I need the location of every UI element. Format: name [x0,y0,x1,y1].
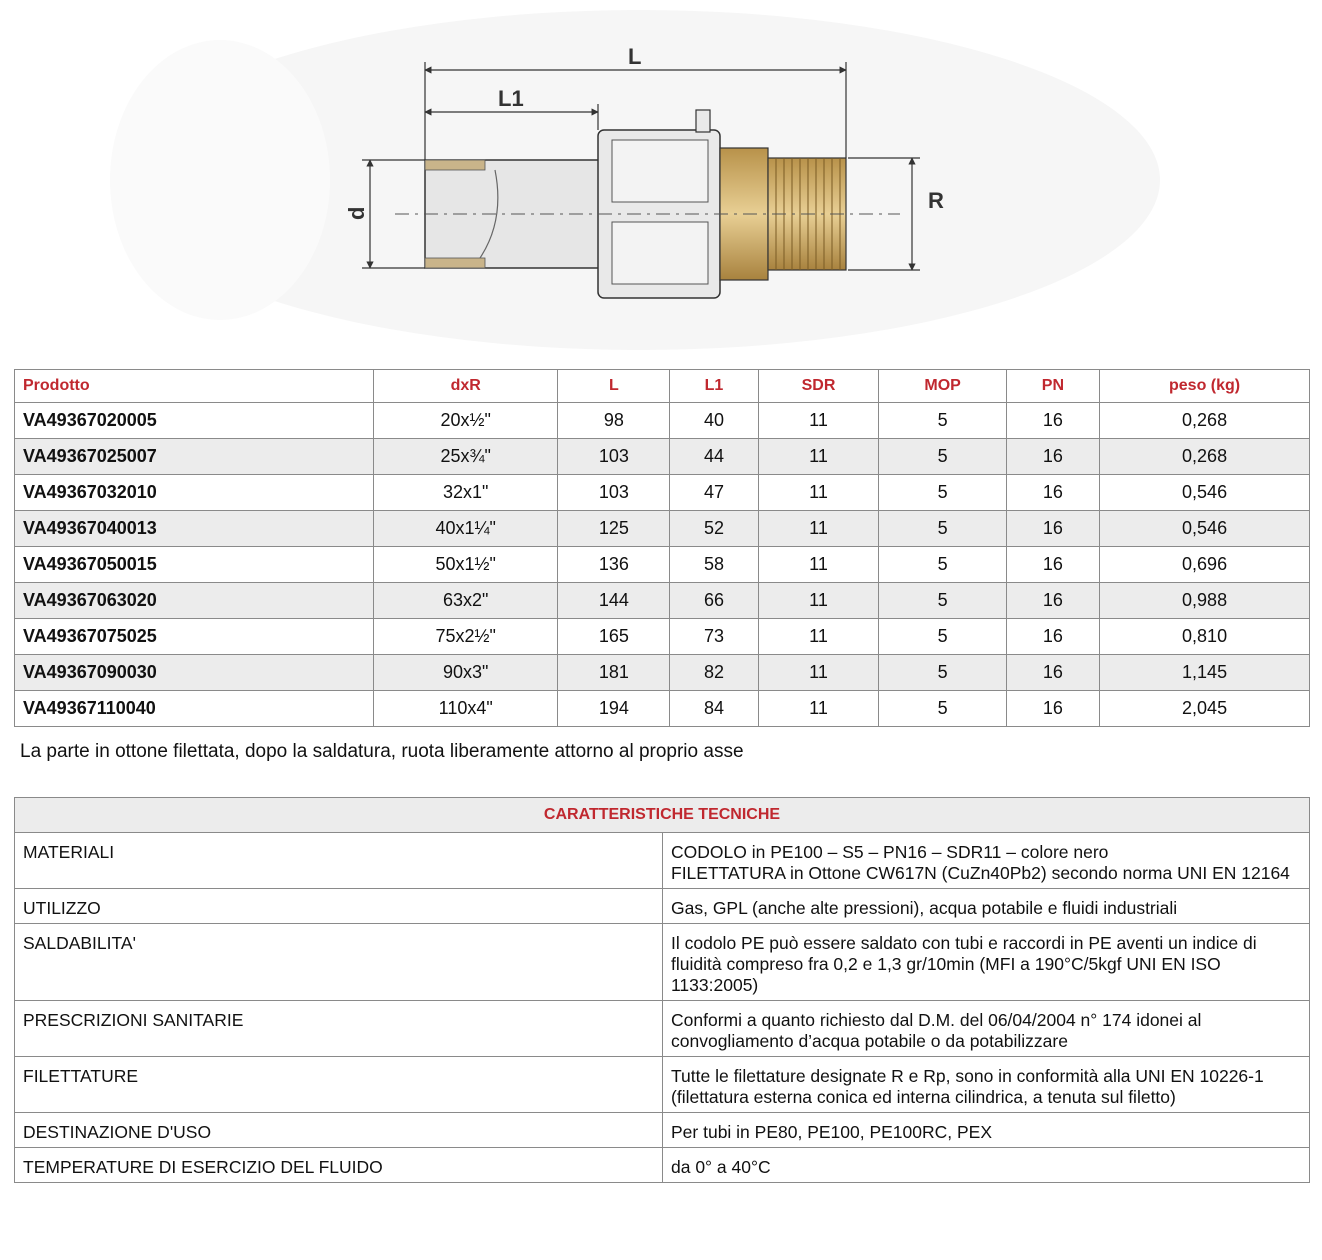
spec-value [663,833,1310,889]
table-cell: 5 [879,511,1006,547]
table-cell: 165 [558,619,670,655]
header-prodotto: Prodotto [15,370,374,403]
table-cell: 11 [758,439,879,475]
spec-label: SALDABILITA' [15,924,663,1001]
product-code-cell: VA49367032010 [15,475,374,511]
products-header-row [15,370,1310,403]
header-mop: MOP [879,370,1006,403]
table-cell: 11 [758,475,879,511]
tech-specs-title: CARATTERISTICHE TECNICHE [15,798,1310,833]
table-cell: 73 [670,619,758,655]
table-cell: 11 [758,547,879,583]
table-cell: 40x1¼" [374,511,558,547]
table-cell: 1,145 [1100,655,1310,691]
spec-row [15,1113,1310,1148]
table-cell: 5 [879,691,1006,727]
table-cell: 11 [758,619,879,655]
table-cell: 11 [758,655,879,691]
spec-value-line: Conformi a quanto richiesto dal D.M. del 06/04/2004 n° 174 idonei al convogliamento d’acqua potabile o da potabilizzare [671,1010,1202,1051]
table-cell: 5 [879,547,1006,583]
table-row [15,691,1310,727]
spec-row [15,1148,1310,1183]
table-cell: 5 [879,655,1006,691]
table-cell: 90x3" [374,655,558,691]
table-cell: 5 [879,583,1006,619]
table-cell: 20x½" [374,403,558,439]
spec-value [663,1057,1310,1113]
header-pn: PN [1006,370,1099,403]
dimension-label-d: d [344,206,369,220]
table-cell: 16 [1006,583,1099,619]
spec-label: PRESCRIZIONI SANITARIE [15,1001,663,1057]
spec-value [663,924,1310,1001]
table-cell: 0,546 [1100,475,1310,511]
spec-row [15,1001,1310,1057]
spec-row [15,833,1310,889]
table-cell: 0,268 [1100,403,1310,439]
spec-label: DESTINAZIONE D'USO [15,1113,663,1148]
header-peso: peso (kg) [1100,370,1310,403]
table-cell: 47 [670,475,758,511]
product-code-cell: VA49367063020 [15,583,374,619]
table-cell: 5 [879,403,1006,439]
table-row [15,547,1310,583]
table-cell: 11 [758,511,879,547]
table-cell: 0,988 [1100,583,1310,619]
spec-value-line: Gas, GPL (anche alte pressioni), acqua potabile e fluidi industriali [671,898,1178,918]
header-l: L [558,370,670,403]
table-row [15,439,1310,475]
spec-label: FILETTATURE [15,1057,663,1113]
table-cell: 16 [1006,547,1099,583]
header-l1: L1 [670,370,758,403]
table-cell: 0,810 [1100,619,1310,655]
table-cell: 58 [670,547,758,583]
spec-value-line: Il codolo PE può essere saldato con tubi e raccordi in PE aventi un indice di fluidità compreso fra 0,2 e 1,3 gr/10min (MFI a 190°C/5kgf UNI EN ISO 1133:2005) [671,933,1257,995]
table-row [15,511,1310,547]
table-cell: 136 [558,547,670,583]
table-cell: 82 [670,655,758,691]
table-cell: 16 [1006,691,1099,727]
spec-value [663,889,1310,924]
table-cell: 63x2" [374,583,558,619]
table-cell: 11 [758,691,879,727]
table-cell: 0,546 [1100,511,1310,547]
table-cell: 2,045 [1100,691,1310,727]
product-code-cell: VA49367110040 [15,691,374,727]
spec-value [663,1148,1310,1183]
spec-value [663,1001,1310,1057]
table-row [15,475,1310,511]
table-cell: 0,696 [1100,547,1310,583]
rotation-note: La parte in ottone filettata, dopo la saldatura, ruota liberamente attorno al proprio asse [20,741,744,762]
dimension-label-r: R [928,188,944,213]
spec-label: MATERIALI [15,833,663,889]
table-cell: 50x1½" [374,547,558,583]
table-cell: 11 [758,403,879,439]
header-sdr: SDR [758,370,879,403]
product-code-cell: VA49367020005 [15,403,374,439]
table-cell: 44 [670,439,758,475]
spec-value-line: da 0° a 40°C [671,1157,771,1177]
table-cell: 11 [758,583,879,619]
table-cell: 5 [879,619,1006,655]
union-nut-shape [598,110,720,298]
table-cell: 75x2½" [374,619,558,655]
table-cell: 98 [558,403,670,439]
tech-specs-table [14,797,1310,1183]
table-cell: 103 [558,439,670,475]
table-cell: 103 [558,475,670,511]
product-code-cell: VA49367040013 [15,511,374,547]
table-row [15,655,1310,691]
table-cell: 0,268 [1100,439,1310,475]
spec-value [663,1113,1310,1148]
spec-label: UTILIZZO [15,889,663,924]
table-cell: 16 [1006,511,1099,547]
fitting-technical-drawing [0,0,1322,360]
product-code-cell: VA49367050015 [15,547,374,583]
table-cell: 181 [558,655,670,691]
spec-label: TEMPERATURE DI ESERCIZIO DEL FLUIDO [15,1148,663,1183]
table-cell: 144 [558,583,670,619]
spec-value-line: CODOLO in PE100 – S5 – PN16 – SDR11 – colore nero [671,842,1109,862]
spec-row [15,924,1310,1001]
table-cell: 40 [670,403,758,439]
table-cell: 16 [1006,439,1099,475]
table-cell: 16 [1006,655,1099,691]
spec-row [15,889,1310,924]
table-cell: 5 [879,439,1006,475]
spec-value-line: Per tubi in PE80, PE100, PE100RC, PEX [671,1122,993,1142]
products-table [14,369,1310,727]
table-cell: 5 [879,475,1006,511]
dimension-label-l1: L1 [498,86,524,111]
table-cell: 25x¾" [374,439,558,475]
spec-row [15,1057,1310,1113]
table-cell: 16 [1006,403,1099,439]
table-cell: 194 [558,691,670,727]
spec-value-line: Tutte le filettature designate R e Rp, sono in conformità alla UNI EN 10226-1 (filettatura esterna conica ed interna cilindrica, a tenuta sul filetto) [671,1066,1264,1107]
table-cell: 32x1" [374,475,558,511]
table-cell: 16 [1006,619,1099,655]
product-code-cell: VA49367075025 [15,619,374,655]
table-cell: 125 [558,511,670,547]
table-cell: 52 [670,511,758,547]
product-code-cell: VA49367025007 [15,439,374,475]
product-code-cell: VA49367090030 [15,655,374,691]
table-cell: 84 [670,691,758,727]
table-cell: 110x4" [374,691,558,727]
table-row [15,619,1310,655]
dimension-label-l: L [628,44,642,69]
spec-value-line: FILETTATURA in Ottone CW617N (CuZn40Pb2) secondo norma UNI EN 12164 [671,863,1290,883]
table-cell: 66 [670,583,758,619]
table-row [15,403,1310,439]
header-dxr: dxR [374,370,558,403]
table-cell: 16 [1006,475,1099,511]
table-row [15,583,1310,619]
